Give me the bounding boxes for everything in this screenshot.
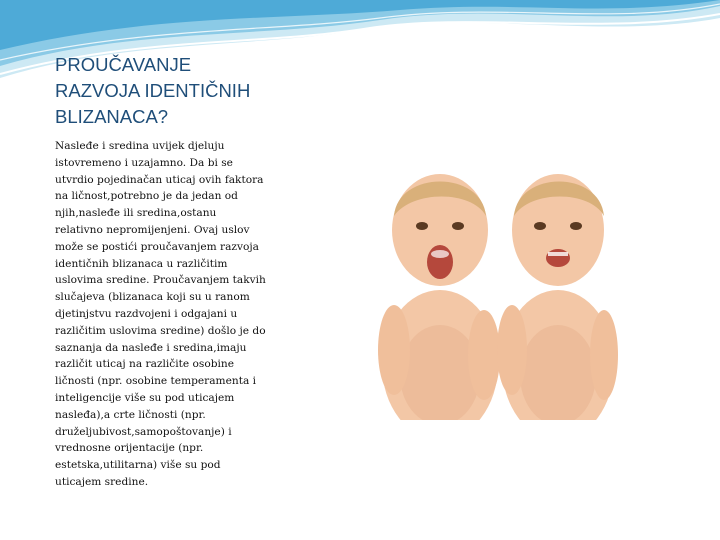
slide-title: PROUČAVANJE RAZVOJA IDENTIČNIH BLIZANACA? xyxy=(55,54,251,127)
slide-body-text: Nasleđe i sredina uvijek djeluju istovremeno i uzajamno. Da bi se utvrdio pojedinačan uticaj ovih faktora na ličnost,potrebno je da jedan od njih,nasleđe ili sredina,ostanu relativno nepromijenjeni. Ovaj uslov može se postići proučavanjem razvoja identičnih blizanaca u različitim uslovima sredine. Proučavanjem takvih slučajeva (blizanaca koji su u ranom djetinjstvu razdvojeni i odgajani u različitim uslovima sredine) došlo je do saznanja da nasleđe i sredina,imaju različit uticaj na različite osobine ličnosti (npr. osobine temperamenta i inteligencije više su pod uticajem nasleđa),a crte ličnosti (npr. druželjubivost,samopoštovanje) i vrednosne orijentacije (npr. estetska,utilitarna) više su pod uticajem sredine. xyxy=(55,140,266,488)
identical-twins-photo xyxy=(372,150,618,420)
